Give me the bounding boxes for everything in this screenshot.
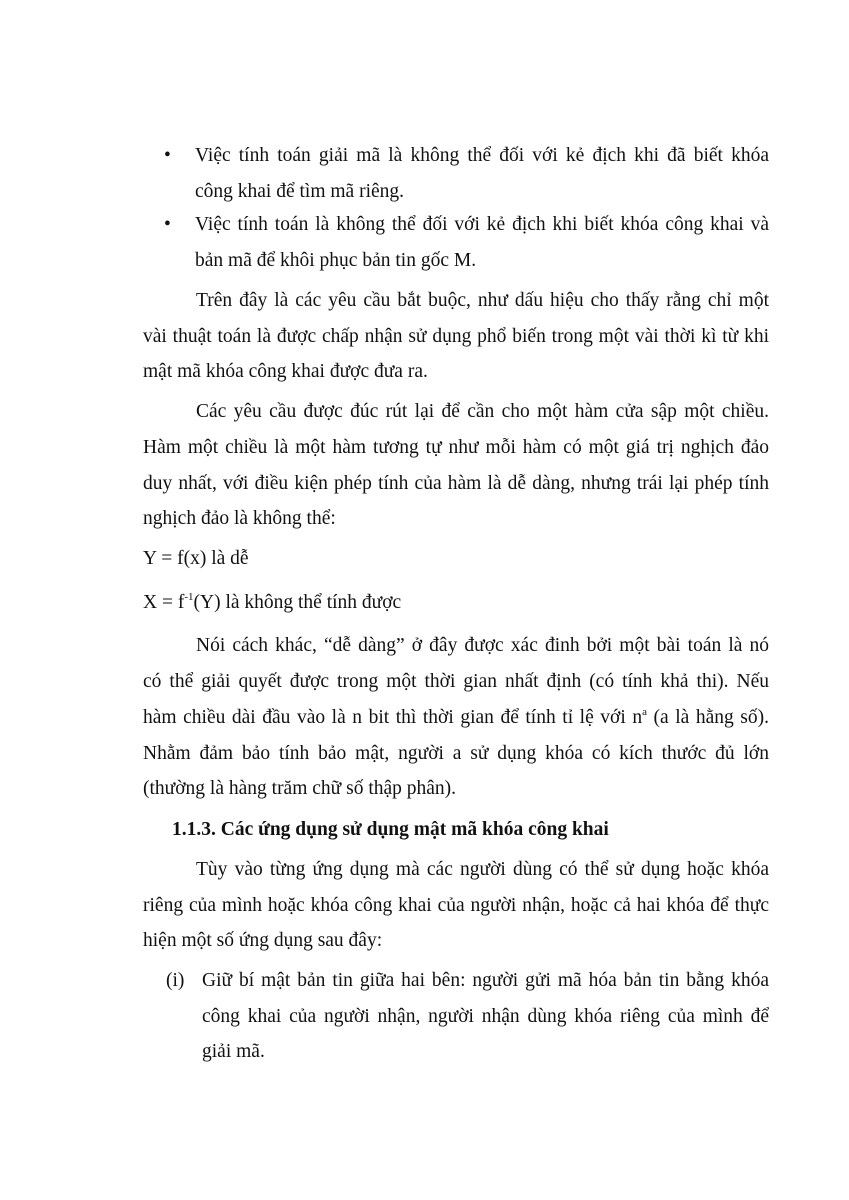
para-3-line-3: hàm chiều dài đầu vào là n bit thì thời gian để tính tỉ lệ với $n^a$ (a là hằng số).	[143, 706, 769, 728]
para-3-line-4: Nhằm đảm bảo tính bảo mật, người a sử dụng khóa có kích thước đủ lớn	[143, 743, 769, 764]
para-4-line-1: Tùy vào từng ứng dụng mà các người dùng có thể sử dụng hoặc khóa	[196, 859, 769, 880]
item-i-line-2: công khai của người nhận, người nhận dùng khóa riêng của mình để	[202, 1006, 769, 1027]
para-1-line-3: mật mã khóa công khai được đưa ra.	[143, 361, 428, 382]
exponent-a: a	[642, 706, 647, 718]
bullet-2-line-2: bản mã để khôi phục bản tin gốc M.	[195, 250, 477, 271]
bullet-1-line-1: Việc tính toán giải mã là không thể đối với kẻ địch khi đã biết khóa	[195, 145, 769, 166]
section-heading: 1.1.3. Các ứng dụng sử dụng mật mã khóa công khai	[172, 819, 609, 840]
bullet-marker: •	[164, 145, 171, 166]
bullet-1-line-2: công khai để tìm mã riêng.	[195, 181, 405, 202]
formula-2: $X = f^{-1}(Y)$ là không thể tính được	[143, 591, 402, 613]
bullet-marker: •	[164, 214, 171, 235]
para-2-line-1: Các yêu cầu được đúc rút lại để cần cho một hàm cửa sập một chiều.	[196, 401, 769, 422]
para-4-line-2: riêng của mình hoặc khóa công khai của người nhận, hoặc cả hai khóa để thực	[143, 895, 769, 916]
para-4-line-3: hiện một số ứng dụng sau đây:	[143, 930, 383, 951]
formula-1: Y = f(x) là dễ	[143, 548, 249, 569]
para-3-line-2: có thể giải quyết được trong một thời gian nhất định (có tính khả thi). Nếu	[143, 671, 769, 692]
para-3-line-5: (thường là hàng trăm chữ số thập phân).	[143, 778, 457, 799]
bullet-2-line-1: Việc tính toán là không thể đối với kẻ địch khi biết khóa công khai và	[195, 214, 769, 235]
para-2-line-2: Hàm một chiều là một hàm tương tự như mỗi hàm có một giá trị nghịch đảo	[143, 437, 769, 458]
para-2-line-3: duy nhất, với điều kiện phép tính của hàm là dễ dàng, nhưng trái lại phép tính	[143, 473, 769, 494]
list-marker: (i)	[166, 970, 185, 991]
para-1-line-2: vài thuật toán là được chấp nhận sử dụng phổ biến trong một vài thời kì từ khi	[143, 326, 769, 347]
para-2-line-4: nghịch đảo là không thể:	[143, 508, 336, 529]
item-i-line-3: giải mã.	[202, 1041, 265, 1062]
para-3-line-1: Nói cách khác, “dễ dàng” ở đây được xác đinh bởi một bài toán là nó	[196, 635, 769, 656]
item-i-line-1: Giữ bí mật bản tin giữa hai bên: người gửi mã hóa bản tin bằng khóa	[202, 970, 769, 991]
formula-2-exponent: -1	[184, 591, 194, 603]
para-1-line-1: Trên đây là các yêu cầu bắt buộc, như dấu hiệu cho thấy rằng chỉ một	[196, 290, 769, 311]
